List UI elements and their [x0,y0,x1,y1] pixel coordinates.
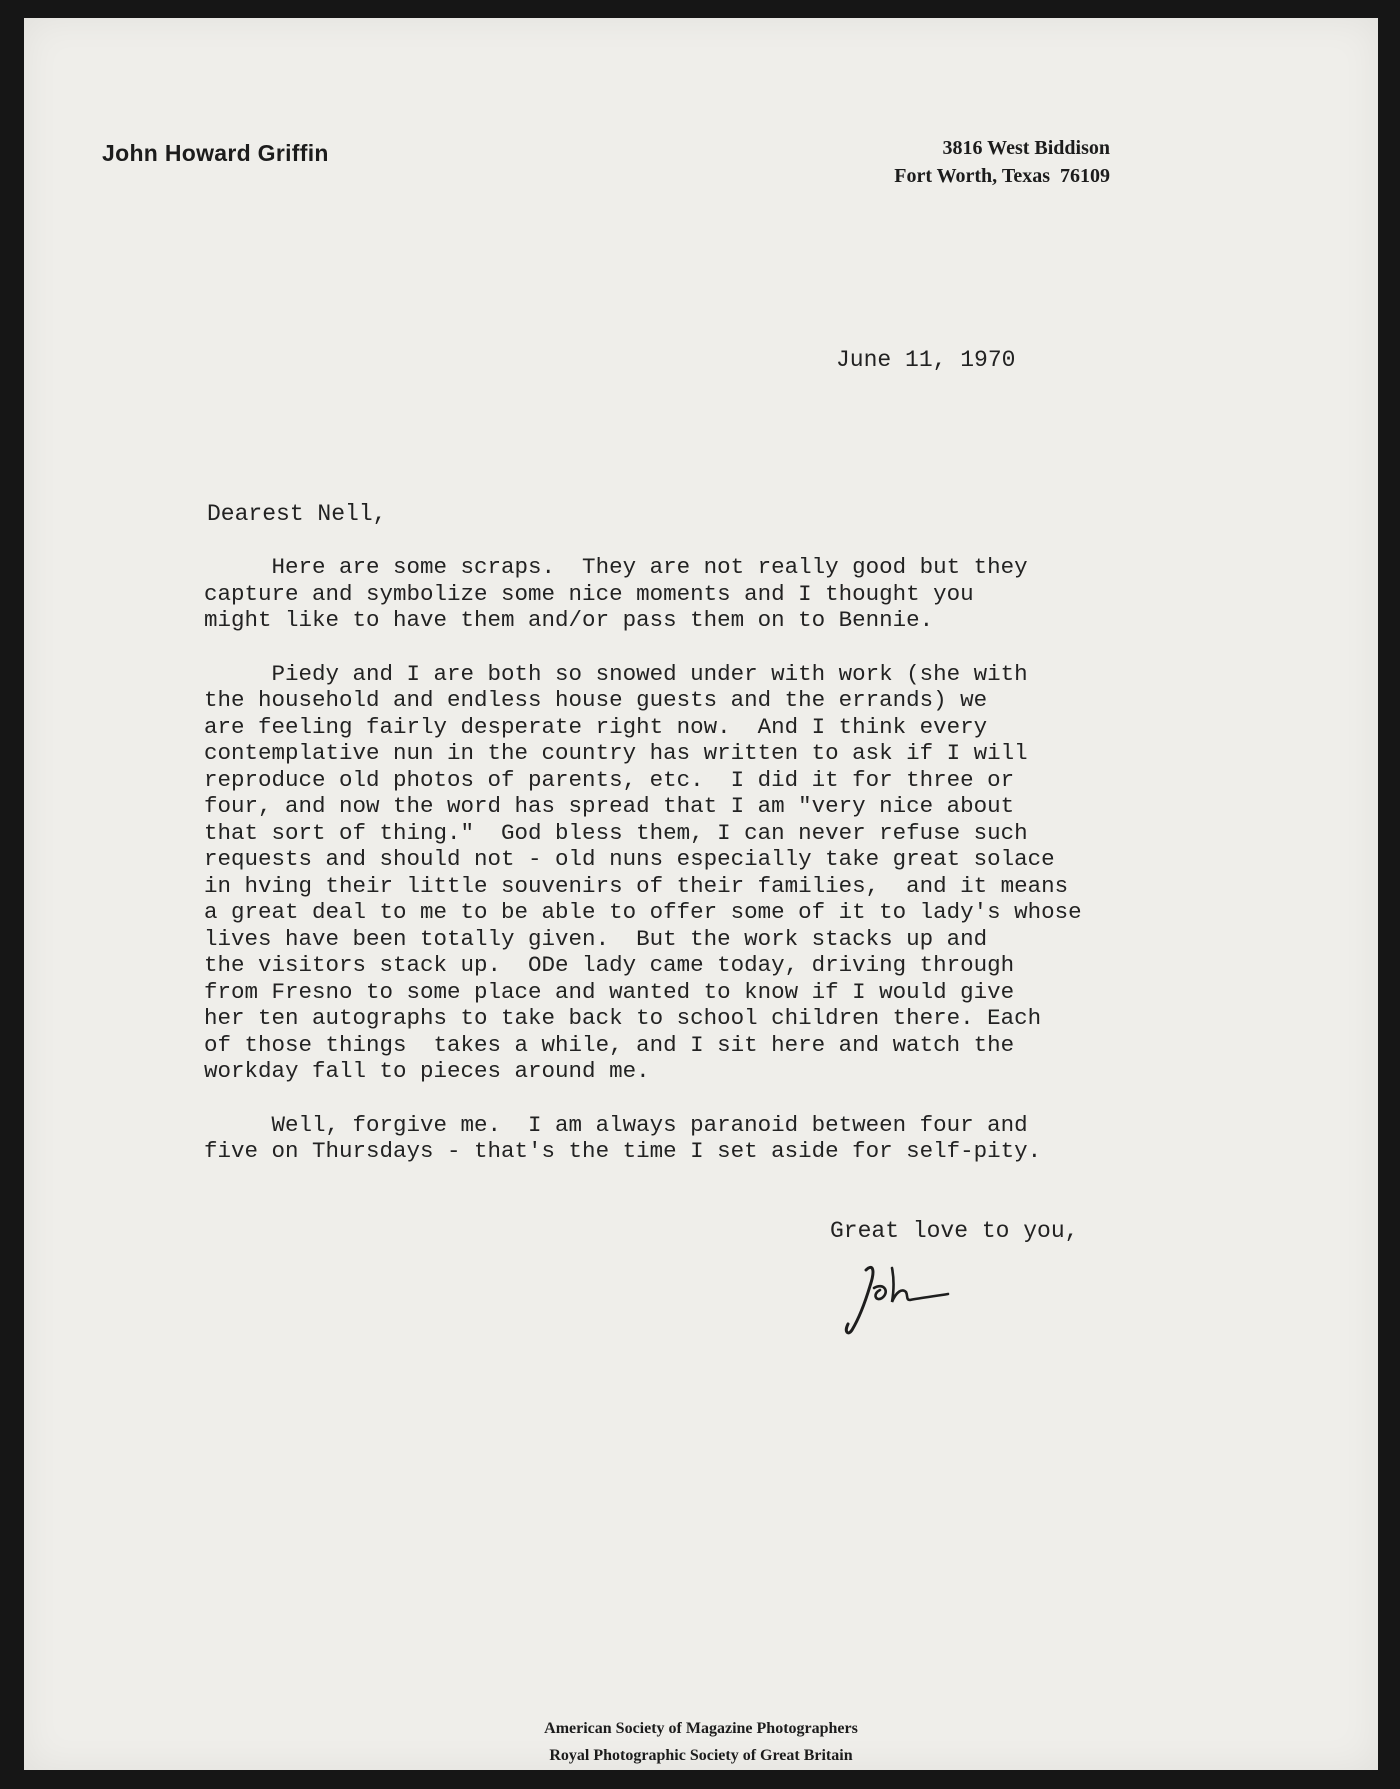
body-line: that sort of thing." God bless them, I can never refuse such [204,819,1028,846]
handwritten-signature [836,1258,966,1348]
body-line: might like to have them and/or pass them on to Bennie. [204,607,934,633]
address-line-2: Fort Worth, Texas 76109 [894,165,1110,187]
body-line: her ten autographs to take back to school children there. Each [204,1005,1042,1031]
body-line: workday fall to pieces around me. [204,1058,650,1084]
body-line: Here are some scraps. They are not really good but they [204,554,1028,580]
body-line: capture and symbolize some nice moments and I thought you [204,580,974,607]
body-line: Piedy and I are both so snowed under with work (she with [204,660,1028,687]
body-line: the visitors stack up. ODe lady came today, driving through [204,952,1015,978]
body-line: five on Thursdays - that's the time I set aside for self-pity. [204,1138,1042,1164]
salutation: Dearest Nell, [207,501,387,527]
body-line: Well, forgive me. I am always paranoid between four and [204,1111,1028,1138]
letterhead-name: John Howard Griffin [102,140,329,166]
letter-body [204,554,1244,1192]
letterhead-address [894,134,1110,190]
closing: Great love to you, [830,1218,1079,1244]
letter-date: June 11, 1970 [836,347,1016,373]
body-line: four, and now the word has spread that I am "very nice about [204,793,1015,819]
letterhead-footer [24,1715,1378,1769]
body-line: contemplative nun in the country has written to ask if I will [204,740,1028,766]
paragraph-3 [204,1112,1244,1165]
body-line: the household and endless house guests and the errands) we [204,687,988,713]
footer-line-2: Royal Photographic Society of Great Britain [549,1747,853,1764]
body-line: of those things takes a while, and I sit here and watch the [204,1031,1015,1058]
body-line: from Fresno to some place and wanted to know if I would give [204,978,1015,1005]
body-line: in hving their little souvenirs of their families, and it means [204,872,1069,899]
paragraph-2 [204,661,1244,1085]
body-line: reproduce old photos of parents, etc. I did it for three or [204,766,1015,793]
body-line: a great deal to me to be able to offer some of it to lady's whose [204,899,1082,925]
paragraph-1 [204,554,1244,634]
body-line: requests and should not - old nuns especially take great solace [204,846,1055,872]
footer-line-1: American Society of Magazine Photographers [544,1720,858,1737]
body-line: lives have been totally given. But the work stacks up and [204,925,988,952]
body-line: are feeling fairly desperate right now. And I think every [204,713,988,740]
letter-page [24,18,1378,1770]
address-line-1: 3816 West Biddison [942,137,1110,159]
